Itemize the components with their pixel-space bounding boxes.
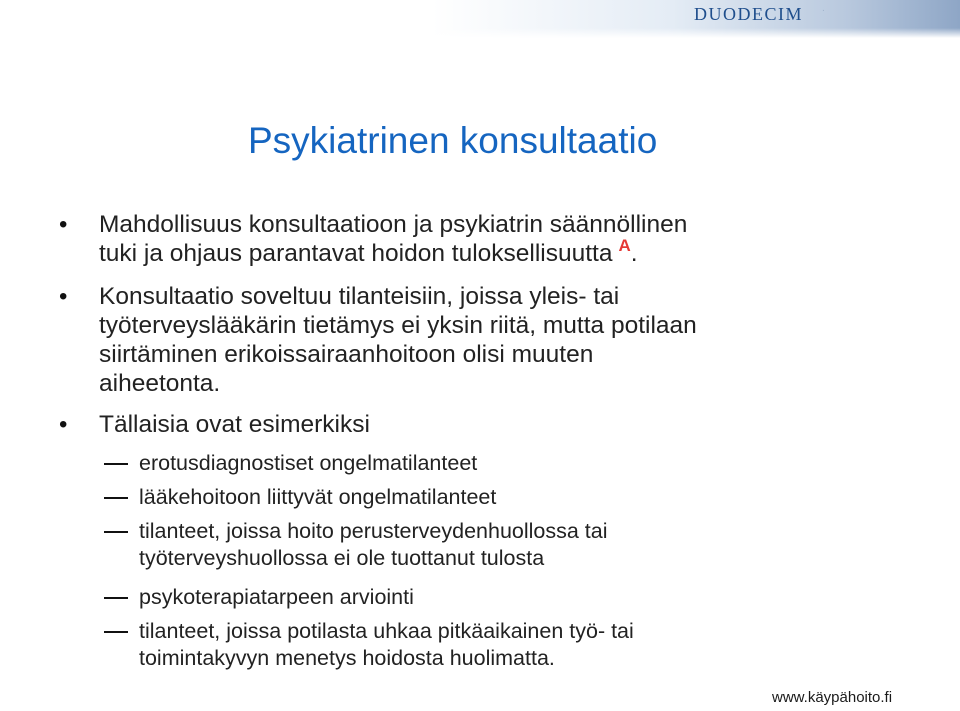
sub-item-line: psykoterapiatarpeen arviointi xyxy=(139,585,414,609)
sub-item-line: tilanteet, joissa hoito perusterveydenhuollossa tai xyxy=(139,519,608,543)
sub-item-text xyxy=(139,484,899,511)
sub-item-text xyxy=(139,618,899,672)
bullet-text xyxy=(99,282,899,398)
bullet-dot: • xyxy=(59,411,68,438)
bullet-line: Konsultaatio soveltuu tilanteisiin, joissa yleis- tai xyxy=(99,283,620,310)
bullet-line: Mahdollisuus konsultaatioon ja psykiatrin säännöllinen xyxy=(99,211,688,238)
bullet-line xyxy=(99,236,899,270)
dash-icon xyxy=(104,597,128,599)
sub-item xyxy=(0,518,960,574)
bullet-line: Tällaisia ovat esimerkiksi xyxy=(99,411,370,438)
bullet-line: aiheetonta. xyxy=(99,370,221,397)
footer-url[interactable]: www.käypähoito.fi xyxy=(772,689,893,706)
bullet-line: työterveyslääkärin tietämys ei yksin riitä, mutta potilaan xyxy=(99,312,697,339)
sub-item xyxy=(0,584,960,612)
sub-item-line: tilanteet, joissa potilasta uhkaa pitkäaikainen työ- tai xyxy=(139,619,634,643)
bullet-trailing: . xyxy=(630,240,638,267)
slide-title: Psykiatrinen konsultaatio xyxy=(248,120,658,161)
bullet-item xyxy=(0,410,960,442)
bullet-text xyxy=(99,210,899,270)
bullet-line-text: tuki ja ohjaus parantavat hoidon tuloksellisuutta xyxy=(99,240,613,267)
dash-icon xyxy=(104,531,128,533)
dash-icon xyxy=(104,463,128,465)
evidence-grade-badge[interactable]: A xyxy=(618,236,631,255)
bullet-item xyxy=(0,210,960,270)
dash-icon xyxy=(104,631,128,633)
sub-item-line: erotusdiagnostiset ongelmatilanteet xyxy=(139,451,478,475)
bullet-text xyxy=(99,410,899,439)
sub-item xyxy=(0,618,960,674)
sub-item xyxy=(0,450,960,478)
dash-icon xyxy=(104,497,128,499)
bullet-dot: • xyxy=(59,283,68,310)
duodecim-logo: DUODECIM xyxy=(694,4,803,24)
sub-item xyxy=(0,484,960,512)
bullet-line: siirtäminen erikoissairaanhoitoon olisi muuten xyxy=(99,341,594,368)
bullet-dot: • xyxy=(59,211,68,238)
sub-item-line: työterveyshuollossa ei ole tuottanut tulosta xyxy=(139,546,545,570)
bullet-item xyxy=(0,282,960,402)
sub-item-text xyxy=(139,584,899,611)
sub-item-text xyxy=(139,518,899,572)
sub-item-text xyxy=(139,450,899,477)
sub-item-line: toimintakyvyn menetys hoidosta huolimatta. xyxy=(139,646,555,670)
logo-dot: . xyxy=(822,3,825,14)
sub-item-line: lääkehoitoon liittyvät ongelmatilanteet xyxy=(139,485,497,509)
